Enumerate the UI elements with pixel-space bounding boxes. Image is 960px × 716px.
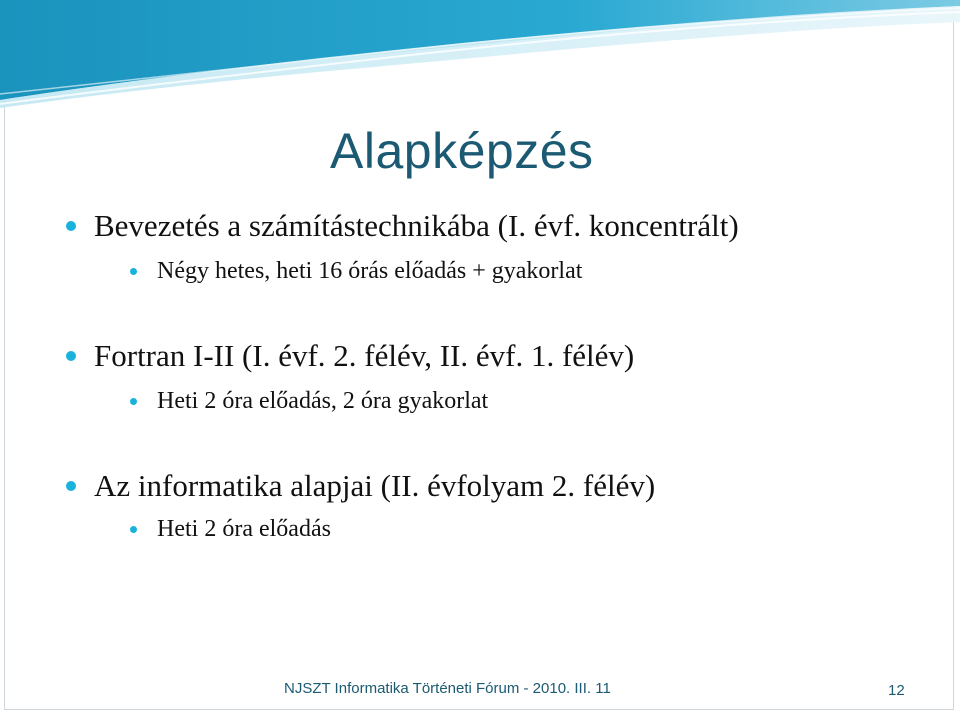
slide-title: Alapképzés [330,123,594,179]
bullet-1 [66,208,739,244]
sub-bullet-dot-icon [130,526,137,533]
sub-bullet-3 [130,516,331,543]
footer-text: NJSZT Informatika Történeti Fórum - 2010. III. 11 [284,680,611,697]
page-number: 12 [888,682,905,699]
sub-bullet-1 [130,258,582,285]
sub-bullet-dot-icon [130,398,137,405]
sub-bullet-3-text: Heti 2 óra előadás [157,516,331,542]
sub-bullet-2 [130,388,488,415]
sub-bullet-dot-icon [130,268,137,275]
bullet-2-text: Fortran I-II (I. évf. 2. félév, II. évf. 1. félév) [94,338,635,373]
sub-bullet-1-text: Négy hetes, heti 16 órás előadás + gyakorlat [157,258,583,284]
bullet-dot-icon [66,351,76,361]
bullet-3 [66,468,655,504]
bullet-1-text: Bevezetés a számítástechnikába (I. évf. koncentrált) [94,208,739,243]
bullet-dot-icon [66,221,76,231]
sub-bullet-2-text: Heti 2 óra előadás, 2 óra gyakorlat [157,388,489,414]
bullet-2 [66,338,634,374]
header-wave-banner [0,0,960,110]
bullet-3-text: Az informatika alapjai (II. évfolyam 2. félév) [94,468,656,503]
bullet-dot-icon [66,481,76,491]
